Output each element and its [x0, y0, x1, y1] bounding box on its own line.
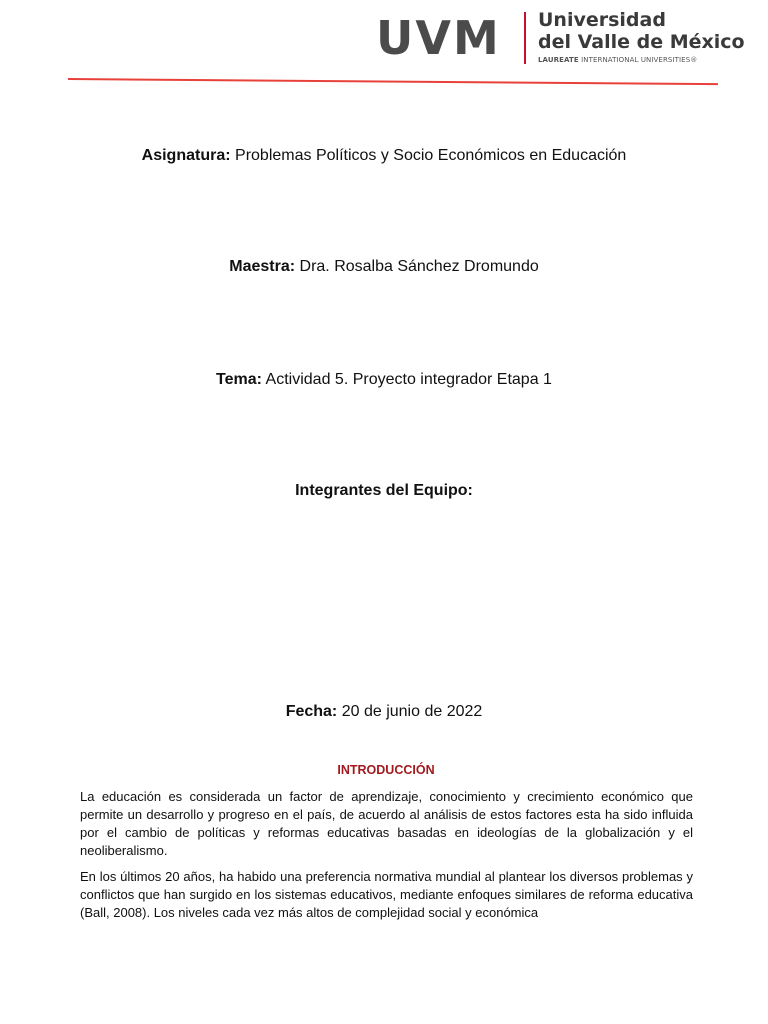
university-name-line2: del Valle de México — [538, 31, 745, 53]
university-name — [538, 9, 745, 53]
fecha-value: 20 de junio de 2022 — [341, 703, 483, 720]
university-name-line1: Universidad — [538, 9, 666, 31]
uvm-logo: UVM — [376, 11, 501, 65]
tagline-rest: INTERNATIONAL UNIVERSITIES® — [581, 56, 698, 64]
logo-divider — [524, 12, 526, 64]
maestra-line — [0, 257, 768, 277]
integrantes-line — [0, 481, 768, 501]
fecha-line — [0, 702, 768, 722]
tema-line — [0, 370, 768, 390]
header-rule — [68, 78, 718, 85]
maestra-label: Maestra: — [229, 258, 296, 275]
fecha-label: Fecha: — [285, 703, 338, 720]
integrantes-label: Integrantes del Equipo: — [295, 482, 473, 499]
intro-heading: INTRODUCCIÓN — [337, 763, 435, 777]
maestra-value: Dra. Rosalba Sánchez Dromundo — [299, 258, 539, 275]
logo-tagline — [538, 56, 697, 64]
tagline-bold: LAUREATE — [538, 56, 579, 64]
tema-value: Actividad 5. Proyecto integrador Etapa 1 — [265, 371, 552, 388]
asignatura-line — [0, 146, 768, 166]
document-header — [0, 0, 768, 90]
tema-label: Tema: — [216, 371, 262, 388]
asignatura-label: Asignatura: — [141, 147, 231, 164]
asignatura-value: Problemas Políticos y Socio Económicos en Educación — [235, 147, 627, 164]
intro-paragraph-1: La educación es considerada un factor de aprendizaje, conocimiento y crecimiento económico que permite un desarrollo y progreso en el país, de acuerdo al análisis de estos factores esta ha sido influida por el cambio de políticas y reformas educativas basadas en ideologías de la globalización y el neoliberalismo. — [80, 789, 693, 858]
intro-paragraph-2: En los últimos 20 años, ha habido una preferencia normativa mundial al plantear los diversos problemas y conflictos que han surgido en los sistemas educativos, mediante enfoques similares de reforma educativa (Ball, 2008). Los niveles cada vez más altos de complejidad social y económica — [80, 869, 693, 920]
